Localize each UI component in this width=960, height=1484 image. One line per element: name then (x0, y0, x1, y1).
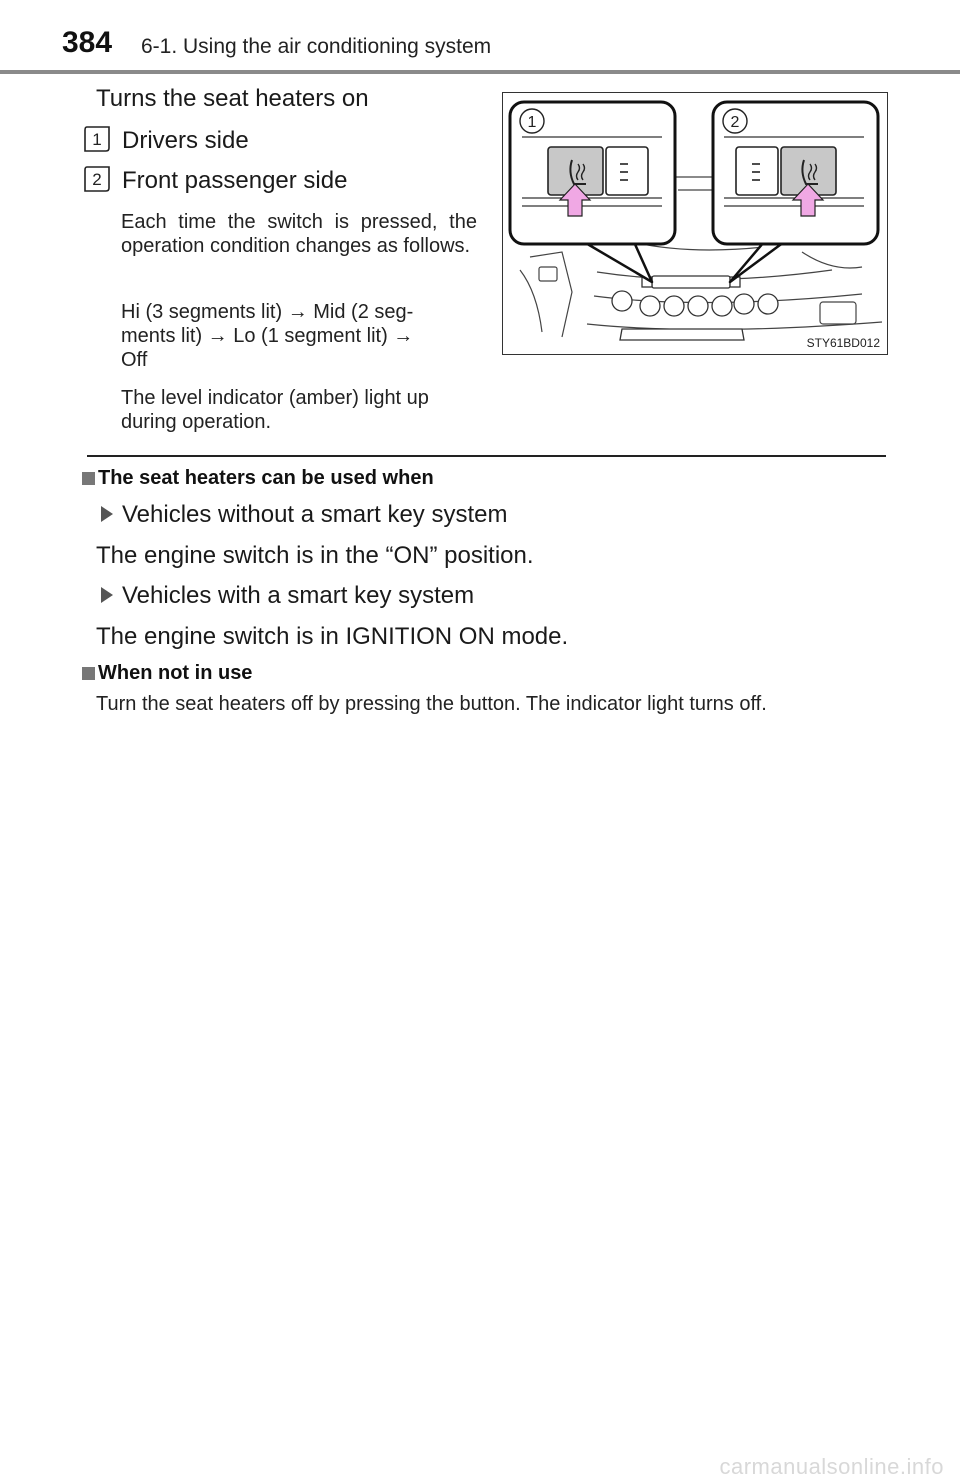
text-without-smart-key: The engine switch is in the “ON” position. (96, 542, 534, 569)
heading-when-not-in-use: When not in use (98, 662, 253, 684)
bullet-triangle-icon (101, 506, 113, 522)
seat-heater-switch-figure (502, 92, 888, 355)
header-divider (0, 70, 960, 74)
note-operation-cycle: Each time the switch is pressed, the operation condition changes as follows. (121, 211, 477, 257)
intro-text: Turns the seat heaters on (96, 85, 369, 112)
bullet-with-smart-key: Vehicles with a smart key system (122, 582, 475, 609)
text-with-smart-key: The engine switch is in IGNITION ON mode. (96, 623, 569, 650)
step-marker-1-icon (84, 126, 110, 152)
step-1-label: Drivers side (122, 127, 249, 154)
svg-text:2: 2 (730, 114, 740, 131)
step-2-label: Front passenger side (122, 167, 348, 194)
note-levels (121, 300, 477, 372)
section-title: 6-1. Using the air conditioning system (141, 35, 492, 58)
svg-text:1: 1 (527, 114, 537, 131)
note-levels-line-2: ments lit) → Lo (1 segment lit) → (121, 325, 414, 347)
note-indicator: The level indicator (amber) light up during operation. (121, 387, 429, 433)
note-levels-line-3: Off (121, 349, 148, 371)
bullet-without-smart-key: Vehicles without a smart key system (122, 501, 508, 528)
heading-square-icon (82, 472, 95, 485)
svg-text:2: 2 (92, 170, 102, 189)
step-marker-2-icon (84, 166, 110, 192)
watermark: carmanualsonline.info (719, 1454, 944, 1479)
bullet-triangle-icon (101, 587, 113, 603)
note-levels-line-1: Hi (3 segments lit) → Mid (2 seg- (121, 301, 414, 323)
page-number: 384 (62, 26, 113, 59)
heading-square-icon (82, 667, 95, 680)
figure-code: STY61BD012 (806, 336, 880, 350)
svg-text:1: 1 (92, 130, 102, 149)
text-when-not-in-use: Turn the seat heaters off by pressing the button. The indicator light turns off. (96, 693, 767, 715)
heading-usage-conditions: The seat heaters can be used when (98, 467, 434, 489)
section-divider (87, 455, 886, 457)
